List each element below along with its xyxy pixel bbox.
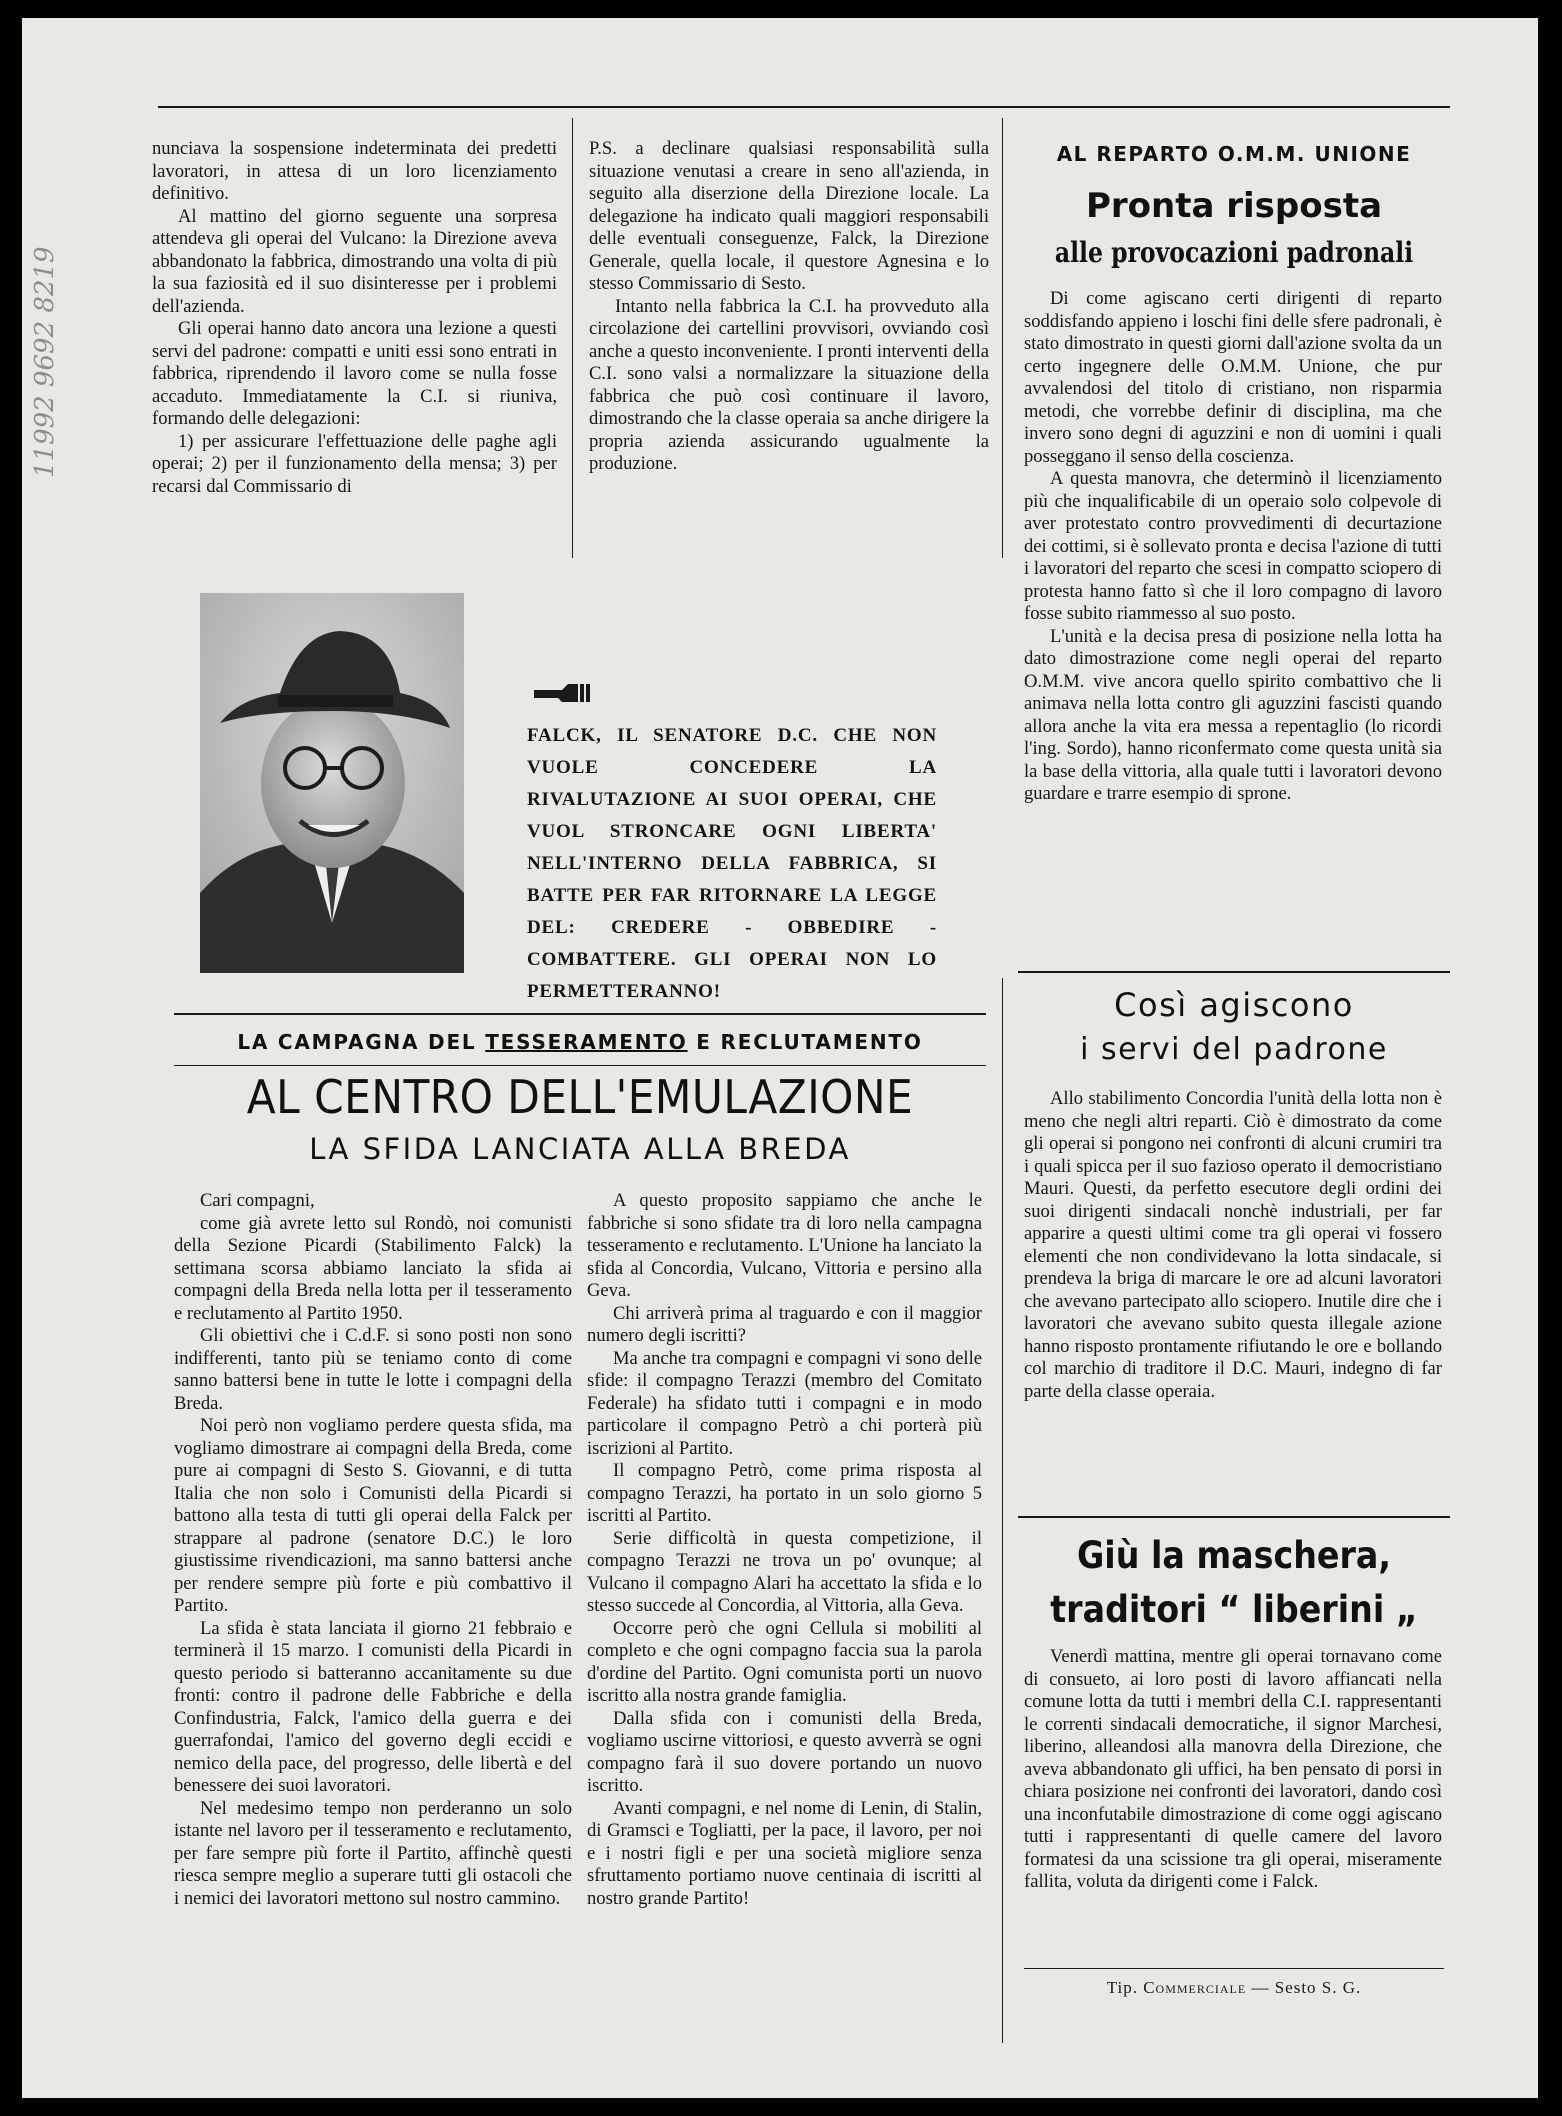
top-rule <box>158 106 1450 108</box>
newspaper-page <box>22 18 1538 2098</box>
printer-imprint <box>1018 1978 1450 1998</box>
archive-number-marks: 11992 9692 8219 <box>30 246 60 478</box>
paragraph: Serie difficoltà in questa competizione, il compagno Terazzi ne trova un po' ovunque; al Vulcano il compagno Alari ha accettato la sfida e lo stesso succede al Concordia, al Vittoria, alla Geva. <box>587 1527 982 1616</box>
kicker-text: E RECLUTAMENTO <box>687 1030 923 1054</box>
paragraph: Il compagno Petrò, come prima risposta al compagno Terazzi, ha portato in un solo giorno 5 iscritti al Partito. <box>587 1460 982 1526</box>
pointing-hand-icon <box>532 680 592 706</box>
paragraph: L'unità e la decisa presa di posizione nella lotta ha dato dimostrazione come negli operai del reparto O.M.M. vive ancora quello spirito combattivo che li animava nella lotta contro gli aguzzini fascisti quando allora anche la vita era messa a repentaglio (lo ricordi l'ing. Sordo), hanno riconfermato come questa unità sia la base della vittoria, alla quale tutti i lavoratori devono guardare e trarre esempio di sprone. <box>1024 625 1442 804</box>
imprint-name: Commerciale <box>1143 1978 1247 1997</box>
paragraph: Occorre però che ogni Cellula si mobiliti al completo e che ogni compagno faccia sua la parola d'ordine del Partito. Ogni comunista porti un nuovo iscritto alla nostra grande famiglia. <box>587 1617 982 1706</box>
paragraph: Noi però non vogliamo perdere questa sfida, ma vogliamo dimostrare ai compagni della Breda, come pure ai compagni di Sesto S. Giovanni, e di tutta Italia che non solo i Comunisti della Picardi si battono alla testa di tutti gli operai della Falck per strappare al padrone (senatore D.C.) le loro giustissime rivendicazioni, ma sanno battersi anche per rendere sempre più forte e più combattivo il Partito. <box>174 1415 572 1616</box>
paragraph: 1) per assicurare l'effettuazione delle paghe agli operai; 2) per il funzionamento della mensa; 3) per recarsi dal Commissario di <box>152 430 557 497</box>
portrait-falck-image <box>200 593 464 973</box>
maschera-title-line1: Giù la maschera, <box>1076 1534 1392 1577</box>
paragraph: Gli operai hanno dato ancora una lezione a questi servi del padrone: compatti e uniti essi sono entrati in fabbrica, riprendendo il lavoro come se nulla fosse accaduto. Immediatamente la C.I. si riuniva, formando delle delegazioni: <box>152 318 557 429</box>
servi-article <box>1024 1088 1442 1403</box>
column-divider <box>572 118 573 558</box>
paragraph: A questa manovra, che determinò il licenziamento più che inqualificabile di un operaio solo colpevole di aver protestato contro provvedimenti di decurtazione dei cottimi, si è sollevato pronta e decisa l'azione di tutti i lavoratori del reparto che scesi in compatto sciopero di protesta hanno fatto sì che il loro compagno di lavoro fosse subito riammesso al suo posto. <box>1024 468 1442 624</box>
paragraph: Chi arriverà prima al traguardo e con il maggior numero degli iscritti? <box>587 1302 982 1346</box>
paragraph: Dalla sfida con i comunisti della Breda, vogliamo uscirne vittoriosi, e questo avverrà se ogni compagno farà il suo dovere portando un nuovo iscritto. <box>587 1707 982 1796</box>
campaign-title: AL CENTRO DELL'EMULAZIONE <box>246 1070 914 1124</box>
paragraph: Intanto nella fabbrica la C.I. ha provveduto alla circolazione dei cartellini provvisori, ovviando così anche a questo inconveniente. I pronti interventi della C.I. sono valsi a normalizzare la situazione della fabbrica che può così continuare il lavoro, dimostrando che la classe operaia sa anche dirigere la propria azienda assicurando ugualmente la produzione. <box>589 295 989 474</box>
imprint-place: — Sesto S. G. <box>1251 1978 1362 1997</box>
salutation: Cari compagni, <box>200 1190 315 1211</box>
column-divider <box>1002 978 1003 2043</box>
campaign-column-left <box>174 1190 572 1910</box>
paragraph: Gli obiettivi che i C.d.F. si sono posti non sono indifferenti, tanto più se teniamo conto di come sanno battersi bene in tutte le lotte i compagni della Breda. <box>174 1325 572 1414</box>
photo-caption: FALCK, IL SENATORE D.C. CHE NON VUOLE CONCEDERE LA RIVALUTAZIONE AI SUOI OPERAI, CHE VUOL STRONCARE OGNI LIBERTA' NELL'INTERNO DELLA FABBRICA, SI BATTE PER FAR RITORNARE LA LEGGE DEL: CREDERE - OBBEDIRE - COMBATTERE. GLI OPERAI NON LO PERMETTERANNO! <box>527 725 937 1002</box>
article-column-2 <box>589 138 989 476</box>
section-rule <box>1018 971 1450 973</box>
imprint-rule <box>1024 1968 1444 1969</box>
omm-article <box>1024 288 1442 806</box>
portrait-photo <box>200 593 464 973</box>
maschera-title-line2: traditori “ liberini „ <box>1050 1588 1418 1631</box>
article-column-1 <box>152 138 557 498</box>
paragraph: Ma anche tra compagni e compagni vi sono delle sfide: il compagno Terazzi (membro del Comitato Federale) ha sfidato tutti i compagni e in modo particolare il compagno Petrò a chi porterà più iscrizioni al Partito. <box>587 1347 982 1459</box>
paragraph: Allo stabilimento Concordia l'unità della lotta non è meno che negli altri reparti. Ciò è dimostrato da come gli operai si pongono nei confronti di alcuni crumiri tra i quali spicca per il suo fazioso operato il democristiano Mauri. Questi, da perfetto esecutore degli ordini dei suoi dirigenti sindacali nonchè industriali, per far apparire a questi ultimi come tra gli operai vi fossero elementi che non condividevano la lotta sindacale, si prendeva la briga di marcare le ore ad alcuni lavoratori che avevano partecipato allo sciopero. Inutile dire che i lavoratori che avevano subito questa illegale azione hanno risposto prontamente rifiutando le ore e bollando col marchio di traditore il D.C. Mauri, indegno di far parte della classe operaia. <box>1024 1088 1442 1402</box>
omm-kicker: AL REPARTO O.M.M. UNIONE <box>1056 142 1412 166</box>
paragraph: come già avrete letto sul Rondò, noi comunisti della Sezione Picardi (Stabilimento Falck) la settimana scorsa abbiamo lanciato la sfida ai compagni della Breda nella lotta per il tesseramento e reclutamento al Partito 1950. <box>174 1212 572 1324</box>
imprint-tip: Tip. <box>1106 1978 1138 1997</box>
servi-title-line1: Così agiscono <box>1114 986 1354 1024</box>
campaign-subtitle: LA SFIDA LANCIATA ALLA BREDA <box>309 1132 851 1166</box>
paragraph: Avanti compagni, e nel nome di Lenin, di Stalin, di Gramsci e Togliatti, per la pace, il lavoro, per noi e i nostri figli e per una società migliore senza sfruttamento portiamo nuove centinaia di iscritti al nostro grande Partito! <box>587 1797 982 1909</box>
maschera-article <box>1024 1646 1442 1894</box>
omm-title-line2: alle provocazioni padronali <box>1054 236 1414 269</box>
campaign-kicker <box>174 1030 986 1054</box>
column-divider <box>1002 118 1003 558</box>
kicker-text: LA CAMPAGNA DEL <box>237 1030 486 1054</box>
paragraph: P.S. a declinare qualsiasi responsabilità sulla situazione venutasi a creare in seno all'azienda, in seguito alla diserzione della Direzione locale. La delegazione ha indicato quali maggiori responsabili delle eventuali conseguenze, Falck, la Direzione Generale, quella locale, il questore Agnesina e lo stesso Commissario di Sesto. <box>589 138 989 294</box>
section-rule <box>1018 1516 1450 1518</box>
campaign-column-right <box>587 1190 982 1910</box>
paragraph: A questo proposito sappiamo che anche le fabbriche si sono sfidate tra di loro nella campagna tesseramento e reclutamento. L'Unione ha lanciato la sfida al Concordia, Vulcano, Vittoria e persino alla Geva. <box>587 1190 982 1301</box>
paragraph: Venerdì mattina, mentre gli operai tornavano come di consueto, ai loro posti di lavoro affiancati nella comune lotta da tutti i membri della C.I. rappresentanti le correnti sindacali democratiche, il signor Marchesi, liberino, alleandosi alla manovra della Direzione, che aveva abbandonato gli uffici, ha ben pensato di porsi in chiara posizione nei confronti dei lavoratori, dando così una inconfutabile dimostrazione di come oggi agiscano tutti i rappresentanti di quelle camere del lavoro formatesi da una scissione tra gli operai, miseramente fallita, voluta da dirigenti come i Falck. <box>1024 1646 1442 1892</box>
paragraph: nunciava la sospensione indeterminata dei predetti lavoratori, in attesa di un loro licenziamento definitivo. <box>152 138 557 204</box>
paragraph: La sfida è stata lanciata il giorno 21 febbraio e terminerà il 15 marzo. I comunisti della Picardi in questo periodo si batteranno accanitamente su due fronti: contro il padrone delle Fabbriche e della Confindustria, Falck, l'amico della guerra e dei guerrafondai, l'amico del governo degli eccidi e nemico della pace, del progresso, delle libertà e del benessere dei suoi lavoratori. <box>174 1617 572 1796</box>
paragraph: Nel medesimo tempo non perderanno un solo istante nel lavoro per il tesseramento e reclutamento, per fare sempre più forte il Partito, affinchè questi riesca sempre meglio a superare tutti gli ostacoli che i nemici dei lavoratori mettono sul nostro cammino. <box>174 1797 572 1909</box>
section-rule <box>174 1065 986 1066</box>
paragraph: Di come agiscano certi dirigenti di reparto soddisfando appieno i loschi fini delle sfere padronali, è stato dimostrato in questi giorni dall'azione svolta da un certo ingegnere delle O.M.M. Unione, che pur avvalendosi del titolo di cristiano, non risparmia metodi, che vorrebbe definir di disciplina, ma che invero sono degni di aguzzini e non di uomini i quali posseggano il senso della coscienza. <box>1024 288 1442 467</box>
servi-title-line2: i servi del padrone <box>1080 1032 1388 1067</box>
section-rule <box>174 1013 986 1015</box>
kicker-underlined: TESSERAMENTO <box>485 1030 688 1054</box>
omm-title-line1: Pronta risposta <box>1085 186 1383 226</box>
paragraph: Al mattino del giorno seguente una sorpresa attendeva gli operai del Vulcano: la Direzione aveva abbandonato la fabbrica, dimostrando una volta di più la sua faziosità ed il suo disinteresse per i problemi dell'azienda. <box>152 205 557 317</box>
